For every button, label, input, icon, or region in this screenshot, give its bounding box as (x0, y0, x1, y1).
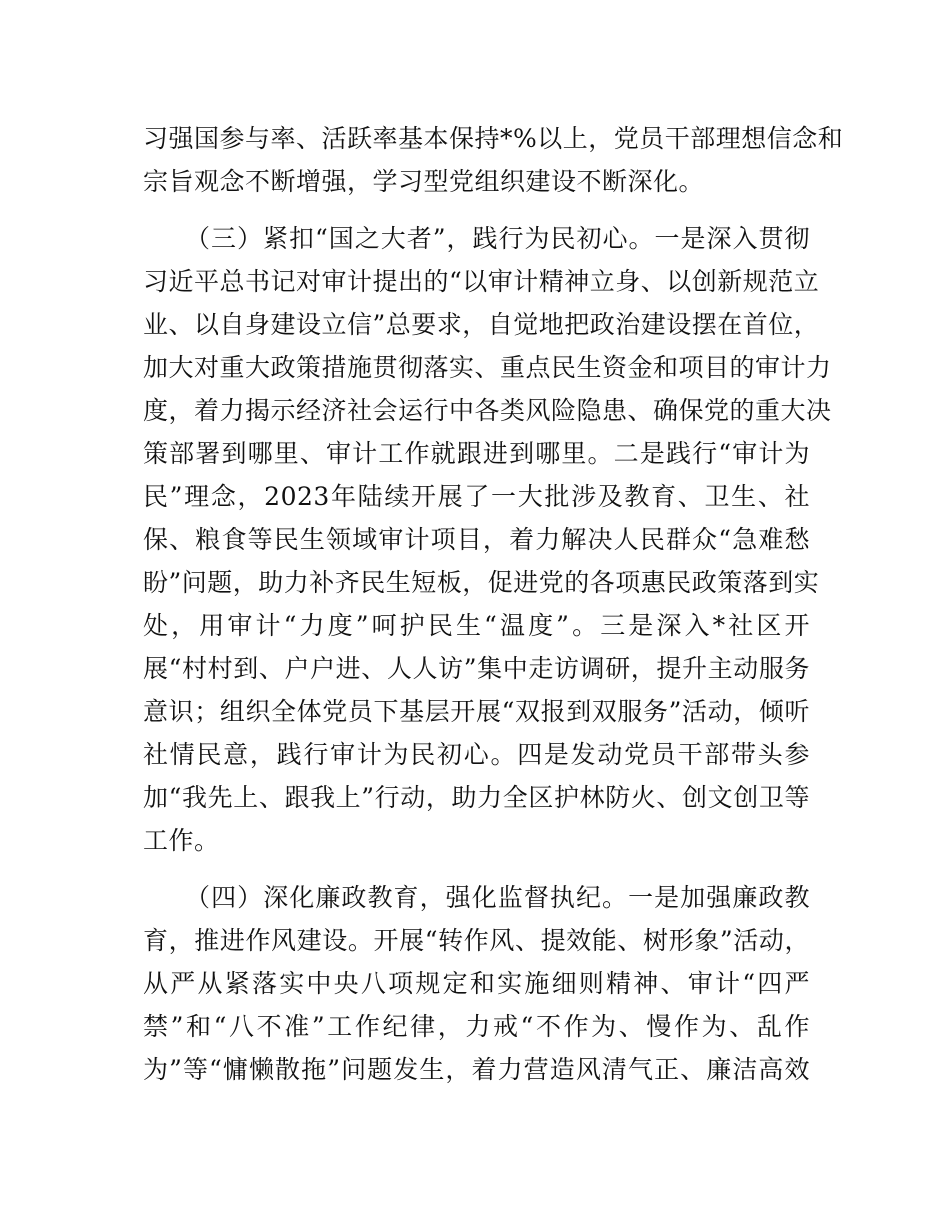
text-line-19: 育，推进作风建设。开展“转作风、提效能、树形象”活动， (143, 926, 810, 955)
text-line-18: （四）深化廉政教育，强化监督执纪。一是加强廉政教 (185, 883, 810, 912)
text-line-6: 加大对重大政策措施贯彻落实、重点民生资金和项目的审计力 (143, 353, 832, 382)
text-line-8: 策部署到哪里、审计工作就跟进到哪里。二是践行“审计为 (143, 439, 810, 468)
text-line-7: 度，着力揭示经济社会运行中各类风险隐患、确保党的重大决 (143, 396, 832, 425)
text-line-11: 盼”问题，助力补齐民生短板，促进党的各项惠民政策落到实 (143, 568, 820, 597)
text-line-1: 习强国参与率、活跃率基本保持*%以上，党员干部理想信念和 (143, 124, 844, 153)
text-line-15: 社情民意，践行审计为民初心。四是发动党员干部带头参 (143, 740, 810, 769)
text-line-9: 民”理念，2023年陆续开展了一大批涉及教育、卫生、社 (143, 482, 810, 511)
text-line-12: 处，用审计“力度”呵护民生“温度”。三是深入*社区开 (143, 611, 810, 640)
text-line-4: 习近平总书记对审计提出的“以审计精神立身、以创新规范立 (143, 267, 820, 296)
text-line-2: 宗旨观念不断增强，学习型党组织建设不断深化。 (143, 167, 705, 196)
text-line-3: （三）紧扣“国之大者”，践行为民初心。一是深入贯彻 (185, 224, 810, 253)
text-line-13: 展“村村到、户户进、人人访”集中走访调研，提升主动服务 (143, 654, 810, 683)
text-line-17: 工作。 (143, 826, 220, 855)
text-line-20: 从严从紧落实中央八项规定和实施细则精神、审计“四严 (143, 969, 810, 998)
text-line-16: 加“我先上、跟我上”行动，助力全区护林防火、创文创卫等 (143, 783, 810, 812)
text-line-22: 为”等“慵懒散拖”问题发生，着力营造风清气正、廉洁高效 (143, 1055, 810, 1084)
text-line-14: 意识；组织全体党员下基层开展“双报到双服务”活动，倾听 (143, 697, 810, 726)
text-line-21: 禁”和“八不准”工作纪律，力戒“不作为、慢作为、乱作 (143, 1012, 810, 1041)
text-line-5: 业、以自身建设立信”总要求，自觉地把政治建设摆在首位， (143, 310, 820, 339)
text-line-10: 保、粮食等民生领域审计项目，着力解决人民群众“急难愁 (143, 525, 810, 554)
